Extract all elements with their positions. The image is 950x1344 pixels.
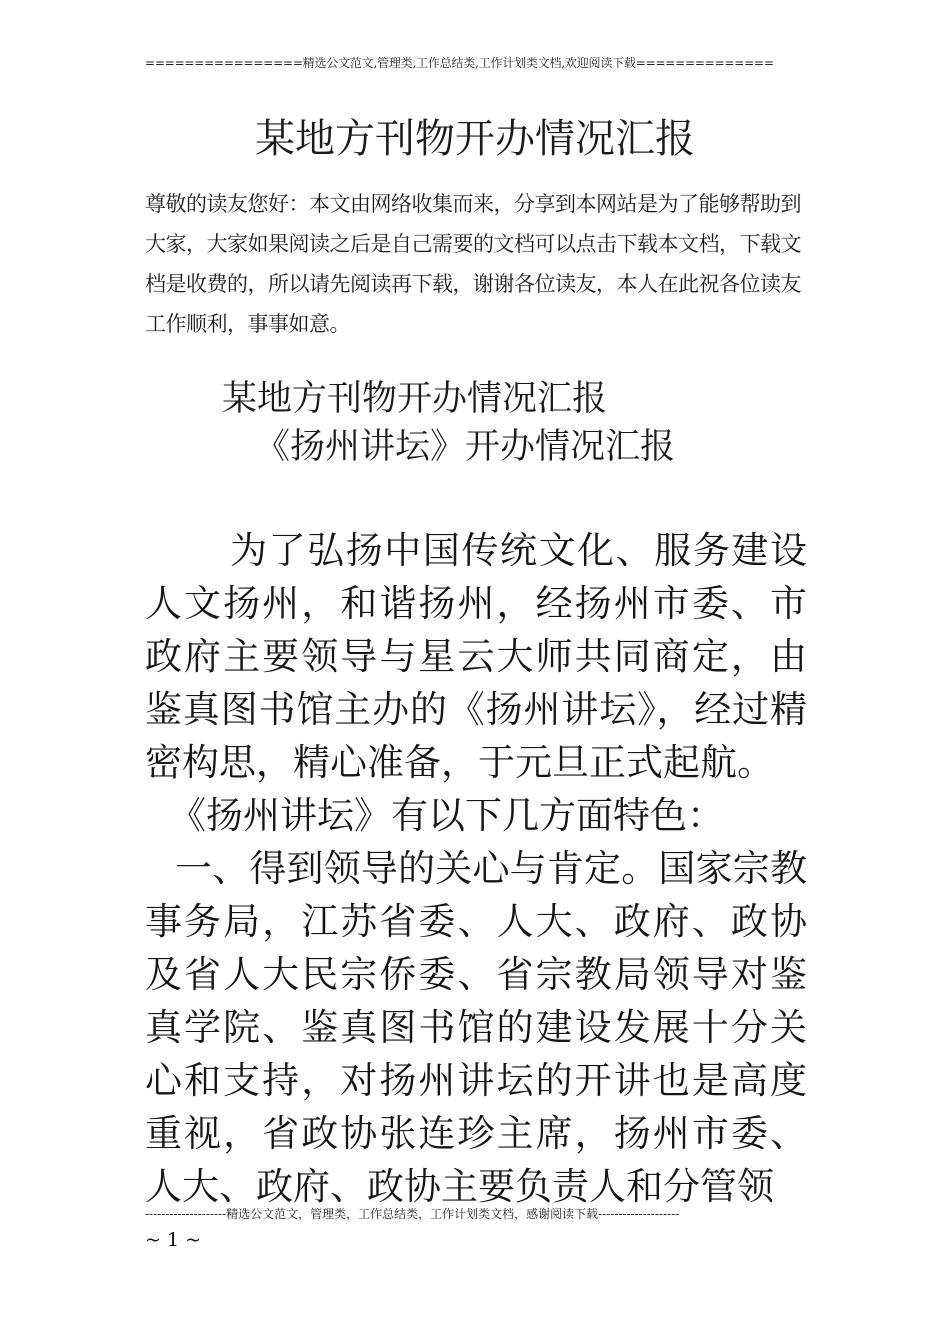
paragraph-features: 《扬州讲坛》有以下几方面特色： (169, 794, 724, 837)
header-banner: ================精选公文范文,管理类,工作总结类,工作计划类文档,欢迎阅读下载============== (145, 56, 774, 70)
document-body (145, 524, 807, 1213)
footer-banner: --------------------精选公文范文，管理类，工作总结类，工作计划类文档，感谢阅读下载-------------------- (145, 1207, 680, 1221)
subtitle-1: 某地方刊物开办情况汇报 (222, 379, 608, 419)
paragraph-intro: 为了弘扬中国传统文化、服务建设人文扬州，和谐扬州，经扬州市委、市政府主要领导与星云大师共同商定，由鉴真图书馆主办的《扬州讲坛》，经过精密构思，精心准备，于元旦正式起航。 (145, 529, 807, 784)
paragraph-point-one: 一、得到领导的关心与肯定。国家宗教事务局，江苏省委、人大、政府、政协及省人大民宗侨委、省宗教局领导对鉴真学院、鉴真图书馆的建设发展十分关心和支持，对扬州讲坛的开讲也是高度重视，省政协张连珍主席，扬州市委、人大、政府、政协主要负责人和分管领 (145, 847, 807, 1208)
document-title: 某地方刊物开办情况汇报 (255, 116, 695, 162)
subtitle-2: 《扬州讲坛》开办情况汇报 (255, 427, 676, 467)
reader-notice: 尊敬的读友您好：本文由网络收集而来，分享到本网站是为了能够帮助到大家，大家如果阅读之后是自己需要的文档可以点击下载本文档，下载文档是收费的，所以请先阅读再下载，谢谢各位读友，本人在此祝各位读友工作顺利，事事如意。 (145, 192, 801, 336)
page-number: ~ 1 ~ (145, 1229, 202, 1251)
